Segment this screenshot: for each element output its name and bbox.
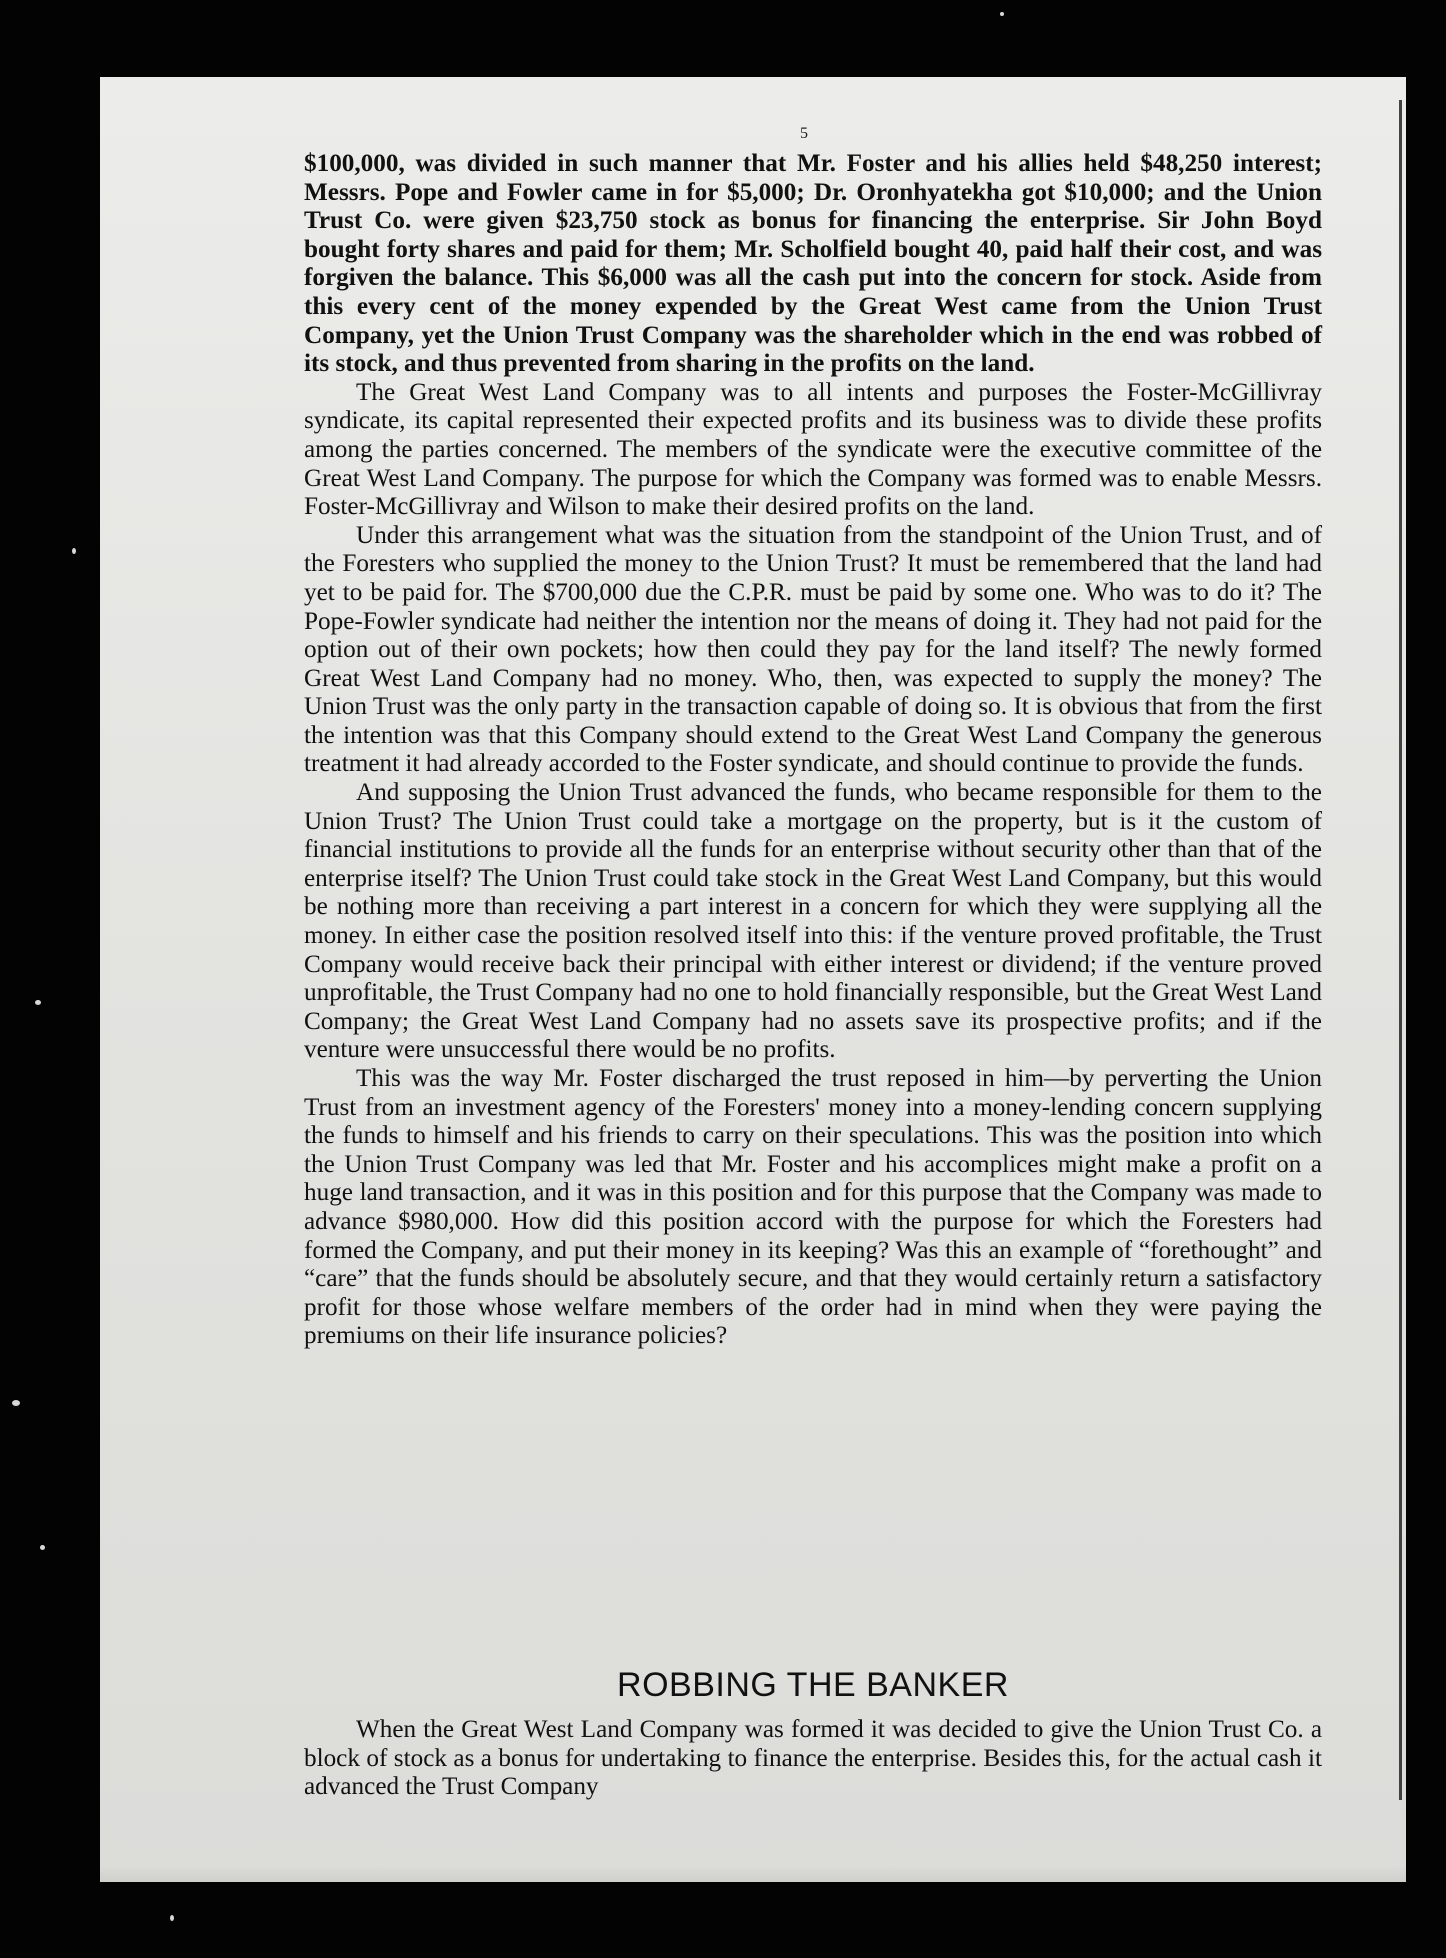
scan-speck <box>170 1915 174 1921</box>
page-bottom-edge <box>100 1866 1406 1882</box>
scan-speck <box>40 1545 45 1550</box>
scan-speck <box>72 548 76 554</box>
paragraph: The Great West Land Company was to all intents and purposes the Foster-McGillivray syndicate, its capital represented their expected profits and its business was to divide these profits among the parties concerned. The members of the syndicate were the executive committee of the Great West Land Company. The purpose for which the Company was formed was to enable Messrs. Foster-McGillivray and Wilson to make their desired profits on the land. <box>304 378 1322 521</box>
page-right-edge <box>1399 100 1402 1800</box>
page-number: 5 <box>800 125 808 142</box>
paragraph: $100,000, was divided in such manner that Mr. Foster and his allies held $48,250 interest; Messrs. Pope and Fowler came in for $5,000; Dr. Oronhyatekha got $10,000; and the Union Trust Co. were given $23,750 stock as bonus for financing the enterprise. Sir John Boyd bought forty shares and paid for them; Mr. Scholfield bought 40, paid half their cost, and was forgiven the balance. This $6,000 was all the cash put into the concern for stock. Aside from this every cent of the money expended by the Great West came from the Union Trust Company, yet the Union Trust Company was the shareholder which in the end was robbed of its stock, and thus prevented from sharing in the profits on the land. <box>304 150 1322 378</box>
scan-speck <box>1000 12 1004 16</box>
scan-speck <box>12 1400 20 1406</box>
section-body <box>304 1716 1322 1802</box>
paragraph: When the Great West Land Company was formed it was decided to give the Union Trust Co. a block of stock as a bonus for undertaking to finance the enterprise. Besides this, for the actual cash it advanced the Trust Company <box>304 1716 1322 1801</box>
section-heading: ROBBING THE BANKER <box>617 1666 1009 1704</box>
paragraph: This was the way Mr. Foster discharged the trust reposed in him—by perverting the Union Trust from an investment agency of the Foresters' money into a money-lending concern supplying the funds to himself and his friends to carry on their speculations. This was the position into which the Union Trust Company was led that Mr. Foster and his accomplices might make a profit on a huge land transaction, and it was in this position and for this purpose that the Company was made to advance $980,000. How did this position accord with the purpose for which the Foresters had formed the Company, and put their money in its keeping? Was this an example of “forethought” and “care” that the funds should be absolutely secure, and that they would certainly return a satisfactory profit for those whose welfare members of the order had in mind when they were paying the premiums on their life insurance policies? <box>304 1065 1322 1350</box>
paragraph: And supposing the Union Trust advanced the funds, who became responsible for them to the Union Trust? The Union Trust could take a mortgage on the property, but is it the custom of financial institutions to provide all the funds for an enterprise without security other than that of the enterprise itself? The Union Trust could take stock in the Great West Land Company, but this would be nothing more than receiving a part interest in a concern for which they were supplying all the money. In either case the position resolved itself into this: if the venture proved profitable, the Trust Company would receive back their principal with either interest or dividend; if the venture proved unprofitable, the Trust Company had no one to hold financially responsible, but the Great West Land Company; the Great West Land Company had no assets save its prospective profits; and if the venture were unsuccessful there would be no profits. <box>304 779 1322 1064</box>
paragraph: Under this arrangement what was the situation from the standpoint of the Union Trust, and of the Foresters who supplied the money to the Union Trust? It must be remembered that the land had yet to be paid for. The $700,000 due the C.P.R. must be paid by some one. Who was to do it? The Pope-Fowler syndicate had neither the intention nor the means of doing it. They had not paid for the option out of their own pockets; how then could they pay for the land itself? The newly formed Great West Land Company had no money. Who, then, was expected to supply the money? The Union Trust was the only party in the transaction capable of doing so. It is obvious that from the first the intention was that this Company should extend to the Great West Land Company the generous treatment it had already accorded to the Foster syndicate, and should continue to provide the funds. <box>304 521 1322 778</box>
scan-speck <box>35 1000 41 1005</box>
article-body <box>304 150 1322 1351</box>
